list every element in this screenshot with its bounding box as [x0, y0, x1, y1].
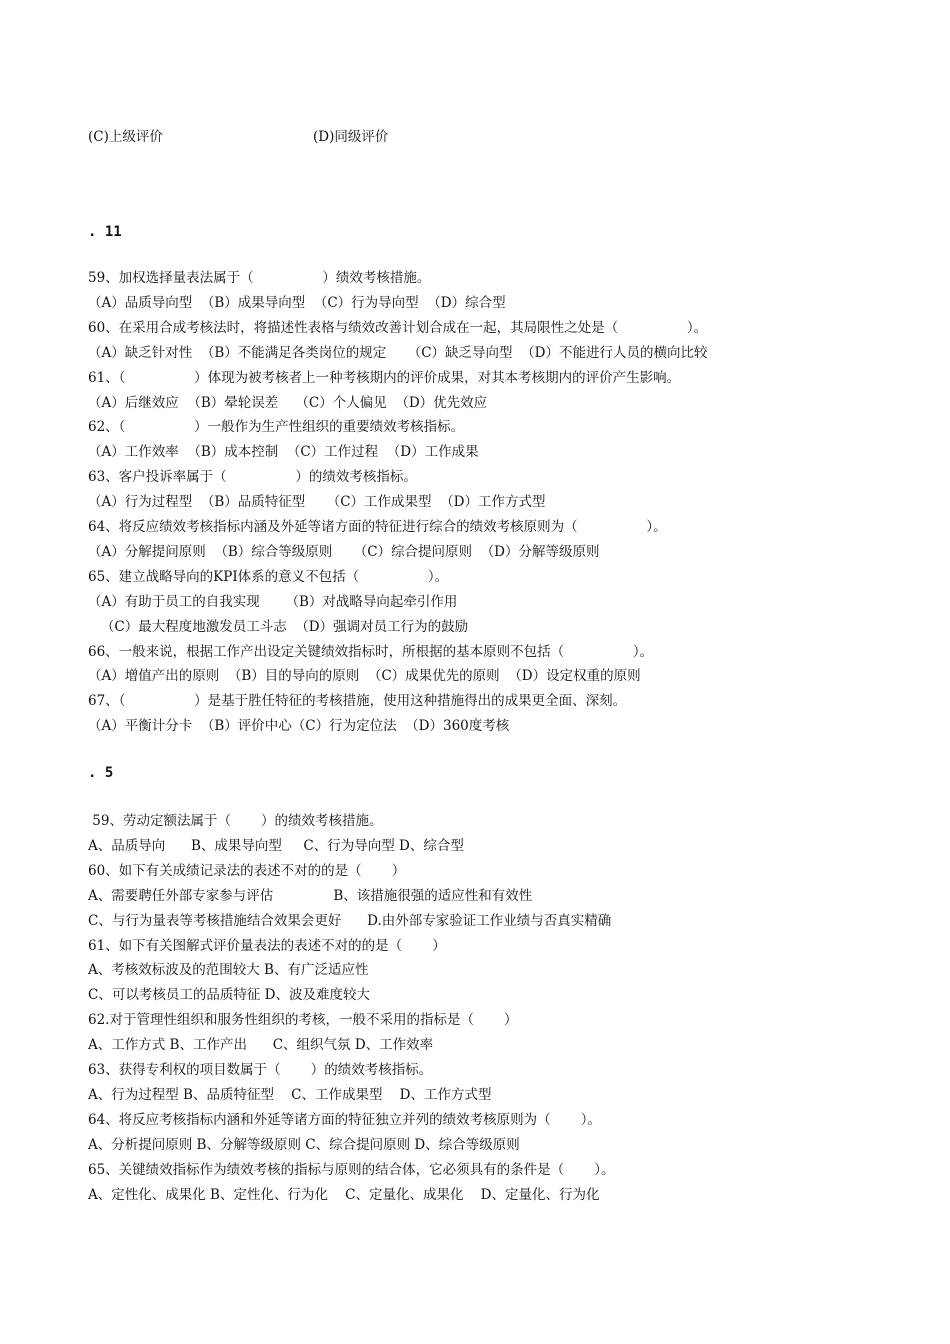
question-line: （A）有助于员工的自我实现 （B）对战略导向起牵引作用 [88, 593, 458, 610]
question-line: （A）平衡计分卡 （B）评价中心（C）行为定位法 （D）360度考核 [88, 718, 510, 735]
question-line: 60、如下有关成绩记录法的表述不对的的是（ ） [88, 862, 406, 879]
question-line: 64、将反应考核指标内涵和外延等诸方面的特征独立并列的绩效考核原则为（ ）。 [88, 1111, 601, 1128]
option-d-peer-review: (D)同级评价 [313, 129, 389, 145]
question-line: 59、劳动定额法属于（ ）的绩效考核措施。 [88, 813, 383, 829]
question-line: （A）行为过程型 （B）品质特征型 （C）工作成果型 （D）工作方式型 [88, 494, 546, 511]
question-line: 63、获得专利权的项目数属于（ ）的绩效考核指标。 [88, 1062, 433, 1078]
question-line: （C）最大程度地激发员工斗志 （D）强调对员工行为的鼓励 [88, 618, 469, 635]
question-line: 61、如下有关图解式评价量表法的表述不对的的是（ ） [88, 937, 446, 954]
question-line: 63、客户投诉率属于（ ）的绩效考核指标。 [88, 469, 417, 486]
question-line: A、考核效标波及的范围较大 B、有广泛适应性 [88, 962, 369, 979]
question-line: （A）工作效率 （B）成本控制 （C）工作过程 （D）工作成果 [88, 444, 479, 461]
question-line: 65、关键绩效指标作为绩效考核的指标与原则的结合体，它必须具有的条件是（ ）。 [88, 1161, 615, 1178]
question-line: A、分析提问原则 B、分解等级原则 C、综合提问原则 D、综合等级原则 [88, 1136, 520, 1153]
question-line: A、需要聘任外部专家参与评估 B、该措施很强的适应性和有效性 [88, 887, 533, 904]
question-line: 62.对于管理性组织和服务性组织的考核，一般不采用的指标是（ ） [88, 1012, 518, 1029]
question-line: A、行为过程型 B、品质特征型 C、工作成果型 D、工作方式型 [88, 1086, 492, 1103]
question-line: 62、（ ）一般作为生产性组织的重要绩效考核指标。 [88, 419, 465, 436]
question-line: C、可以考核员工的品质特征 D、波及难度较大 [88, 987, 370, 1004]
question-line: （A）增值产出的原则 （B）目的导向的原则 （C）成果优先的原则 （D）设定权重的原则 [88, 668, 641, 685]
question-line: 66、一般来说，根据工作产出设定关键绩效指标时，所根据的基本原则不包括（ ）。 [88, 643, 654, 660]
question-line: 61、（ ）体现为被考核者上一种考核期内的评价成果，对其本考核期内的评价产生影响。 [88, 369, 681, 386]
question-line: （A）缺乏针对性 （B）不能满足各类岗位的规定 （C）缺乏导向型 （D）不能进行人员的横向比较 [88, 344, 708, 361]
question-line: （A）后继效应 （B）晕轮误差 （C）个人偏见 （D）优先效应 [88, 394, 488, 411]
question-line: 64、将反应绩效考核指标内涵及外延等诸方面的特征进行综合的绩效考核原则为（ ）。 [88, 519, 667, 535]
section-heading-5: . 5 [88, 765, 114, 781]
question-line: A、定性化、成果化 B、定性化、行为化 C、定量化、成果化 D、定量化、行为化 [88, 1186, 600, 1203]
question-line: 60、在采用合成考核法时，将描述性表格与绩效改善计划合成在一起，其局限性之处是（ ）。 [88, 319, 708, 336]
question-line: 59、加权选择量表法属于（ ）绩效考核措施。 [88, 270, 431, 286]
question-line: A、工作方式 B、工作产出 C、组织气氛 D、工作效率 [88, 1037, 434, 1054]
question-line: 67、（ ）是基于胜任特征的考核措施，使用这种措施得出的成果更全面、深刻。 [88, 693, 627, 710]
section-heading-11: . 11 [88, 224, 122, 240]
question-line: （A）分解提问原则 （B）综合等级原则 （C）综合提问原则 （D）分解等级原则 [88, 543, 600, 560]
question-line: 65、建立战略导向的KPI体系的意义不包括（ ）。 [88, 568, 449, 585]
question-line: A、品质导向 B、成果导向型 C、行为导向型 D、综合型 [88, 837, 464, 854]
option-c-peer-review: (C)上级评价 [88, 129, 163, 145]
question-line: C、与行为量表等考核措施结合效果会更好 D.由外部专家验证工作业绩与否真实精确 [88, 912, 612, 929]
question-line: （A）品质导向型 （B）成果导向型 （C）行为导向型 （D）综合型 [88, 294, 506, 311]
